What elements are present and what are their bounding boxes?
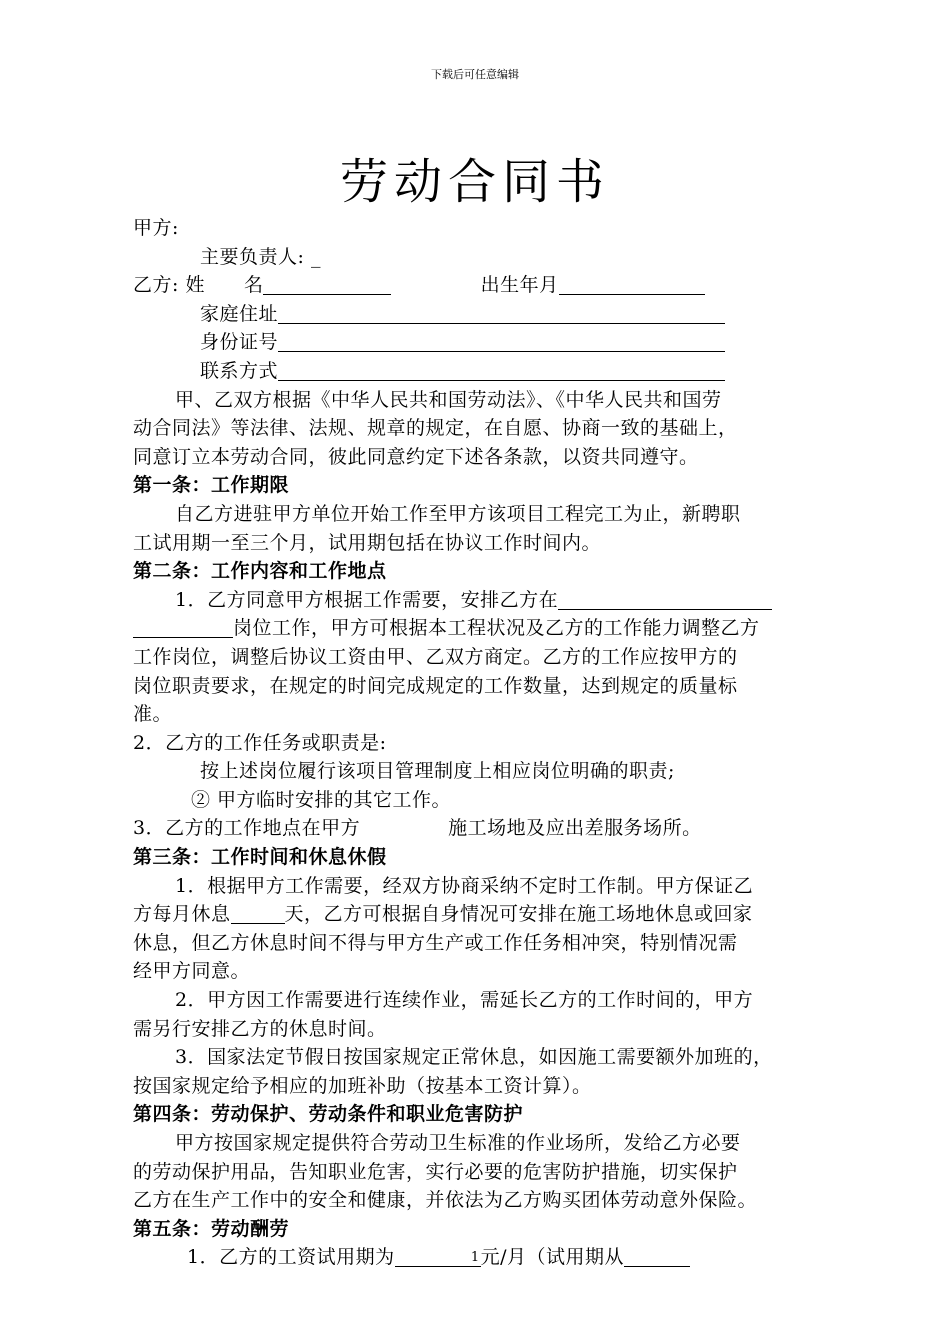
article-5-p1-text: 1．乙方的工资试用期为	[187, 1246, 395, 1269]
work-location-blank	[558, 588, 772, 610]
article-2-p2: 2．乙方的工作任务或职责是:	[133, 731, 387, 754]
birth-blank	[559, 273, 705, 295]
name-blank	[263, 273, 391, 295]
article-2-p1-text: 岗位工作，甲方可根据本工程状况及乙方的工作能力调整乙方	[233, 617, 760, 640]
article-1-title: 第一条：工作期限	[133, 474, 290, 497]
contact-label: 联系方式	[200, 359, 279, 382]
position-blank	[133, 616, 233, 638]
principal-value: _	[310, 245, 321, 268]
article-2-p2-item: 按上述岗位履行该项目管理制度上相应岗位明确的职责;	[200, 760, 675, 783]
article-2-p1: 岗位职责要求，在规定的时间完成规定的工作数量，达到规定的质量标	[133, 674, 738, 697]
party-b-name-line	[133, 271, 837, 300]
party-a-line	[133, 214, 837, 243]
article-2-p2-item: ② 甲方临时安排的其它工作。	[191, 788, 452, 811]
contract-body	[133, 214, 837, 1272]
article-2-p3-text: 3．乙方的工作地点在甲方	[133, 817, 361, 840]
article-3-p2: 2．甲方因工作需要进行连续作业，需延长乙方的工作时间的，甲方	[175, 989, 754, 1012]
article-3-p1: 休息，但乙方休息时间不得与甲方生产或工作任务相冲突，特别情况需	[133, 931, 738, 954]
article-5-title: 第五条：劳动酬劳	[133, 1217, 290, 1240]
article-2-p1	[133, 614, 837, 643]
intro-line: 同意订立本劳动合同，彼此同意约定下述各条款，以资共同遵守。	[133, 445, 699, 468]
article-3-title: 第三条：工作时间和休息休假	[133, 846, 387, 869]
id-label: 身份证号	[200, 331, 279, 354]
page-header: 下载后可任意编辑	[431, 68, 519, 81]
article-1-line: 工试用期一至三个月，试用期包括在协议工作时间内。	[133, 531, 602, 554]
article-3-p1	[133, 900, 837, 929]
article-2-p1	[133, 586, 837, 615]
article-4-line: 的劳动保护用品，告知职业危害，实行必要的危害防护措施，切实保护	[133, 1160, 738, 1183]
article-3-p2: 需另行安排乙方的休息时间。	[133, 1017, 387, 1040]
article-2-p1-text: 1．乙方同意甲方根据工作需要，安排乙方在	[175, 588, 559, 611]
rest-days-blank	[231, 902, 285, 924]
article-3-p1-text: 方每月休息	[133, 903, 231, 926]
id-blank	[278, 330, 725, 352]
contact-blank	[278, 359, 725, 381]
address-line	[133, 300, 837, 329]
article-3-p1-text: 天，乙方可根据自身情况可安排在施工场地休息或回家	[284, 903, 753, 926]
party-a-label: 甲方:	[133, 217, 179, 239]
principal-line	[133, 243, 837, 272]
article-3-p3: 3．国家法定节假日按国家规定正常休息，如因施工需要额外加班的，	[175, 1046, 773, 1069]
principal-label: 主要负责人:	[200, 245, 305, 268]
party-b-label: 乙方:	[133, 274, 179, 297]
birth-label: 出生年月	[480, 274, 559, 297]
article-5-p1-text: 元/月（试用期从	[480, 1246, 624, 1269]
page-number: 1	[470, 1250, 480, 1265]
article-2-title: 第二条：工作内容和工作地点	[133, 560, 387, 583]
intro-line: 甲、乙双方根据《中华人民共和国劳动法》、《中华人民共和国劳	[175, 388, 722, 411]
article-4-line: 乙方在生产工作中的安全和健康，并依法为乙方购买团体劳动意外保险。	[133, 1189, 758, 1212]
name-label: 姓 名	[185, 274, 264, 297]
article-3-p1: 经甲方同意。	[133, 960, 251, 983]
article-2-p3-text: 施工场地及应出差服务场所。	[448, 817, 702, 840]
article-1-line: 自乙方进驻甲方单位开始工作至甲方该项目工程完工为止，新聘职	[175, 502, 741, 525]
article-4-line: 甲方按国家规定提供符合劳动卫生标准的作业场所，发给乙方必要	[175, 1132, 741, 1154]
article-3-p1: 1．根据甲方工作需要，经双方协商采纳不定时工作制。甲方保证乙	[175, 874, 754, 897]
document-title: 劳动合同书	[339, 154, 610, 210]
article-2-p1: 工作岗位，调整后协议工资由甲、乙双方商定。乙方的工作应按甲方的	[133, 645, 738, 668]
id-line	[133, 328, 837, 357]
article-3-p3: 按国家规定给予相应的加班补助（按基本工资计算）。	[133, 1074, 592, 1097]
contact-line	[133, 357, 837, 386]
address-blank	[278, 302, 725, 324]
intro-line: 动合同法》等法律、法规、规章的规定，在自愿、协商一致的基础上，	[133, 417, 738, 440]
article-2-p3	[133, 814, 837, 843]
article-2-p1: 准。	[133, 703, 173, 726]
address-label: 家庭住址	[200, 302, 279, 325]
article-4-title: 第四条：劳动保护、劳动条件和职业危害防护	[133, 1103, 524, 1126]
